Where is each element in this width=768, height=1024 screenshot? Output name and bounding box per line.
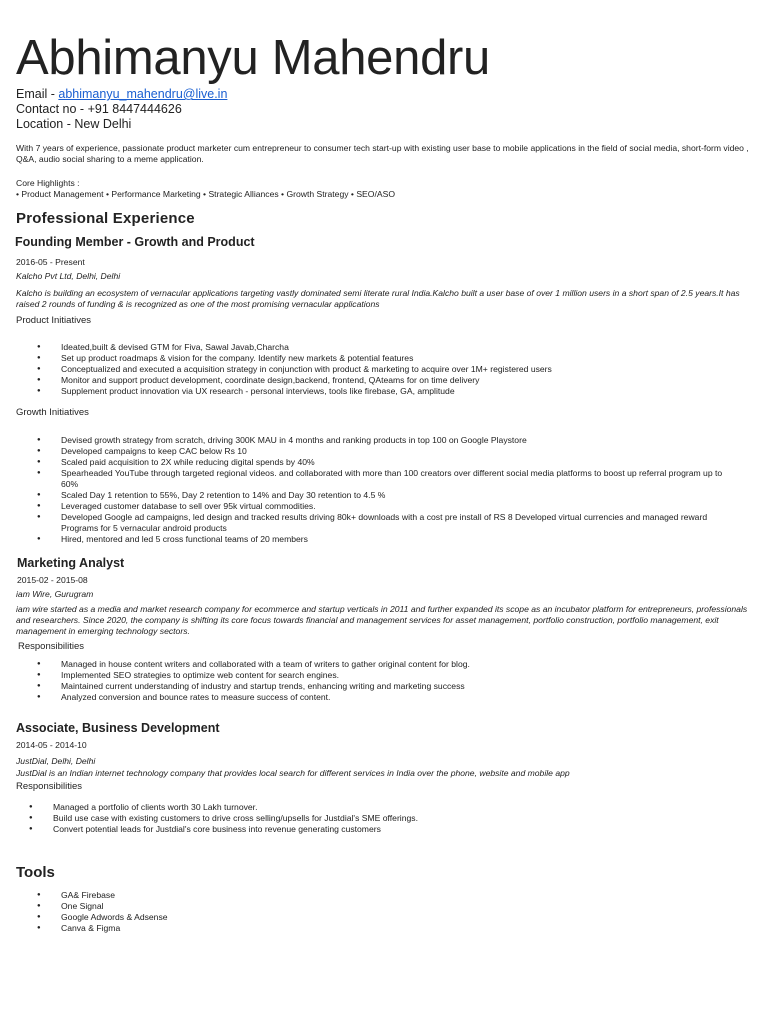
job-description: JustDial is an Indian internet technology company that provides local search for different services in India over the phone, website and mobile app bbox=[16, 768, 570, 778]
subsection-title: Product Initiatives bbox=[16, 315, 91, 326]
location-value: New Delhi bbox=[74, 117, 132, 131]
profile-summary: With 7 years of experience, passionate product marketer cum entrepreneur to consumer tech start-up with existing user base to mobile applications in the field of social media, short-form video , Q&A, audio social sharing to a meme application. bbox=[16, 143, 749, 164]
job-dates: 2016-05 - Present bbox=[16, 257, 85, 267]
job-title: Marketing Analyst bbox=[17, 556, 125, 570]
list-item: ● Conceptualized and executed a acquisition strategy in conjunction with product & marketing to acquire over 1M+ registered users bbox=[16, 364, 752, 375]
list-item: ● Maintained current understanding of industry and startup trends, enhancing writing and marketing success bbox=[16, 681, 752, 692]
candidate-name: Abhimanyu Mahendru bbox=[16, 31, 491, 85]
list-item: ● Analyzed conversion and bounce rates to measure success of content. bbox=[16, 692, 752, 703]
location-line bbox=[16, 117, 227, 132]
list-item: ● Managed a portfolio of clients worth 30 Lakh turnover. bbox=[8, 802, 744, 813]
email-link[interactable]: abhimanyu_mahendru@live.in bbox=[58, 87, 228, 101]
subsection-title: Growth Initiatives bbox=[16, 407, 89, 418]
list-item: ● Google Adwords & Adsense bbox=[16, 912, 416, 923]
list-item: ● Set up product roadmaps & vision for the company. Identify new markets & potential features bbox=[16, 353, 752, 364]
list-item: ● Scaled paid acquisition to 2X while reducing digital spends by 40% bbox=[16, 457, 726, 468]
list-item: ● Build use case with existing customers to drive cross selling/upsells for Justdial's SME offerings. bbox=[8, 813, 744, 824]
list-item: ● Hired, mentored and led 5 cross functional teams of 20 members bbox=[16, 534, 726, 545]
subsection-title: Responsibilities bbox=[18, 641, 85, 652]
list-item: ● Supplement product innovation via UX research - personal interviews, tools like firebase, GA, amplitude bbox=[16, 386, 752, 397]
location-label: Location - bbox=[16, 117, 75, 131]
list-item: ● Convert potential leads for Justdial's core business into revenue generating customers bbox=[8, 824, 744, 835]
bullet-list bbox=[16, 435, 726, 545]
list-item: ● Spearheaded YouTube through targeted regional videos. and collaborated with more than 100 creators over different social media platforms to boost up referral program up to 60% bbox=[16, 468, 726, 490]
email-line bbox=[16, 87, 227, 102]
bullet-list bbox=[16, 342, 752, 397]
job-description: Kalcho is building an ecosystem of vernacular applications targeting vastly dominated semi literate rural India.Kalcho built a user base of over 1 million users in a short span of 2.5 years.It has raised 2 rounds of funding & is recognized as one of the most promising vernacular applications bbox=[16, 288, 740, 309]
job-title: Founding Member - Growth and Product bbox=[15, 235, 255, 249]
tools-list bbox=[16, 890, 416, 934]
phone-number: +91 8447444626 bbox=[87, 102, 182, 116]
job-dates: 2014-05 - 2014-10 bbox=[16, 740, 87, 750]
list-item: ● Managed in house content writers and collaborated with a team of writers to gather original content for blog. bbox=[16, 659, 752, 670]
contact-block bbox=[16, 87, 227, 132]
bullet-list bbox=[16, 659, 752, 703]
job-title: Associate, Business Development bbox=[16, 721, 220, 735]
list-item: ● Developed campaigns to keep CAC below Rs 10 bbox=[16, 446, 726, 457]
bullet-list bbox=[8, 802, 744, 835]
email-label: Email - bbox=[16, 87, 59, 101]
list-item: ● Implemented SEO strategies to optimize web content for search engines. bbox=[16, 670, 752, 681]
list-item: ● One Signal bbox=[16, 901, 416, 912]
tools-section-title: Tools bbox=[16, 864, 55, 881]
experience-section-title: Professional Experience bbox=[16, 210, 195, 227]
list-item: ● Devised growth strategy from scratch, driving 300K MAU in 4 months and ranking products in top 100 on Google Playstore bbox=[16, 435, 726, 446]
list-item: ● Developed Google ad campaigns, led design and tracked results driving 80k+ downloads with a cost pre install of RS 8 Developed virtual currencies and managed reward Programs for 5 vernacular android products bbox=[16, 512, 726, 534]
core-highlights-list: • Product Management • Performance Marketing • Strategic Alliances • Growth Strategy • SEO/ASO bbox=[16, 189, 396, 199]
phone-label: Contact no - bbox=[16, 102, 88, 116]
job-description: iam wire started as a media and market research company for ecommerce and startup verticals in 2011 and further expanded its scope as an incubator platform for entrepreneurs, professionals and researchers. Since 2020, the company is shifting its core focus towards financial and management services for asset management, portfolio construction, portfolio management, exit management in emerging technology sectors. bbox=[16, 604, 748, 636]
job-company: iam Wire, Gurugram bbox=[16, 589, 94, 599]
job-company: Kalcho Pvt Ltd, Delhi, Delhi bbox=[16, 271, 121, 281]
list-item: ● Monitor and support product development, coordinate design,backend, frontend, QAteams for on time delivery bbox=[16, 375, 752, 386]
core-highlights-title: Core Highlights : bbox=[16, 178, 80, 188]
list-item: ● Scaled Day 1 retention to 55%, Day 2 retention to 14% and Day 30 retention to 4.5 % bbox=[16, 490, 726, 501]
list-item: ● Canva & Figma bbox=[16, 923, 416, 934]
list-item: ● Ideated,built & devised GTM for Fiva, Sawal Javab,Charcha bbox=[16, 342, 752, 353]
list-item: ● GA& Firebase bbox=[16, 890, 416, 901]
list-item: ● Leveraged customer database to sell over 95k virtual commodities. bbox=[16, 501, 726, 512]
job-company: JustDial, Delhi, Delhi bbox=[16, 756, 96, 766]
job-dates: 2015-02 - 2015-08 bbox=[17, 575, 88, 585]
phone-line bbox=[16, 102, 227, 117]
subsection-title: Responsibilities bbox=[16, 781, 83, 792]
